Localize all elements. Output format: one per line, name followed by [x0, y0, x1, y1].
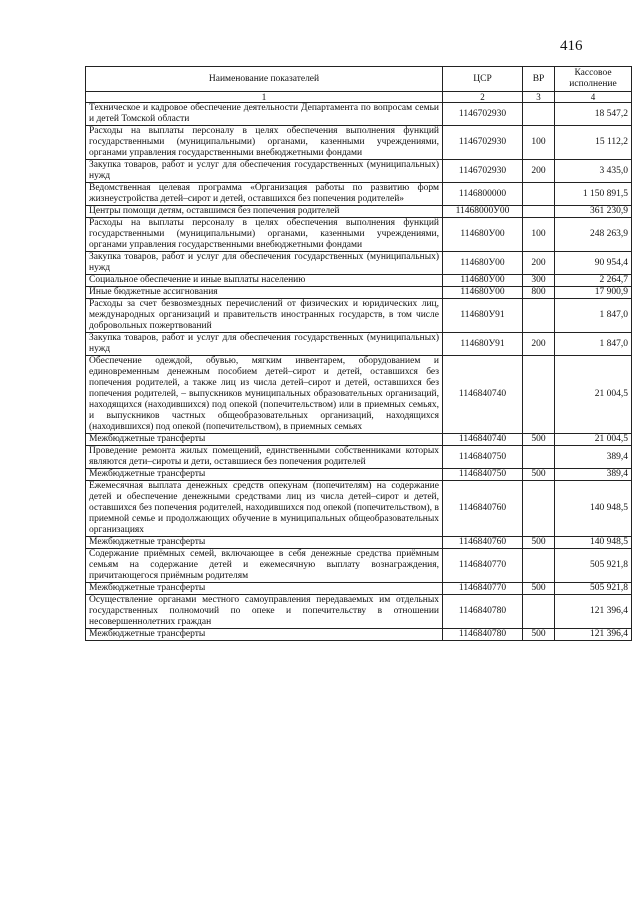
cell-csr: 1146840780	[443, 629, 523, 641]
budget-table	[85, 66, 632, 641]
cell-sum: 21 004,5	[555, 434, 632, 446]
cell-vr: 100	[523, 218, 555, 252]
cell-csr: 1146840750	[443, 446, 523, 469]
cell-csr: 1146840770	[443, 549, 523, 583]
col-number: 3	[523, 92, 555, 103]
cell-name: Социальное обеспечение и иные выплаты населению	[86, 275, 443, 287]
cell-csr: 1146800000	[443, 183, 523, 206]
table-row	[86, 537, 632, 549]
cell-name: Расходы на выплаты персоналу в целях обеспечения выполнения функций государственными (муниципальными) органами, казенными учреждениями, органами управления государственными внебюджетными фондами	[86, 126, 443, 160]
page-number: 416	[560, 38, 583, 54]
table-row	[86, 206, 632, 218]
cell-csr: 1146840740	[443, 356, 523, 434]
cell-csr: 114680У00	[443, 252, 523, 275]
cell-csr: 114680У00	[443, 275, 523, 287]
table-row	[86, 275, 632, 287]
cell-sum: 121 396,4	[555, 595, 632, 629]
table-row	[86, 481, 632, 537]
cell-sum: 90 954,4	[555, 252, 632, 275]
cell-vr: 300	[523, 275, 555, 287]
table-row	[86, 126, 632, 160]
cell-vr	[523, 183, 555, 206]
cell-name: Ежемесячная выплата денежных средств опекунам (попечителям) на содержание детей и обеспечение денежными средствами лиц из числа детей–сирот и детей, оставшихся без попечения родителей, находившихся под опекой (попечительством), в приемной семье и продолжающих обучение в муниципальных общеобразовательных организациях	[86, 481, 443, 537]
cell-name: Межбюджетные трансферты	[86, 583, 443, 595]
cell-csr: 1146840750	[443, 469, 523, 481]
cell-vr: 500	[523, 469, 555, 481]
table-row	[86, 299, 632, 333]
cell-sum: 1 847,0	[555, 333, 632, 356]
cell-vr	[523, 595, 555, 629]
cell-name: Проведение ремонта жилых помещений, единственными собственниками которых являются дети–сироты и дети, оставшиеся без попечения родителей	[86, 446, 443, 469]
cell-name: Межбюджетные трансферты	[86, 537, 443, 549]
table-row	[86, 356, 632, 434]
cell-sum: 140 948,5	[555, 481, 632, 537]
cell-name: Иные бюджетные ассигнования	[86, 287, 443, 299]
cell-vr: 500	[523, 537, 555, 549]
cell-csr: 1146702930	[443, 126, 523, 160]
cell-sum: 1 150 891,5	[555, 183, 632, 206]
cell-name: Осуществление органами местного самоуправления передаваемых им отдельных государственных полномочий по опеке и попечительству в отношении несовершеннолетних граждан	[86, 595, 443, 629]
cell-vr	[523, 549, 555, 583]
table-row	[86, 446, 632, 469]
header-sum: Кассовое исполнение	[555, 67, 632, 92]
cell-sum: 3 435,0	[555, 160, 632, 183]
cell-sum: 140 948,5	[555, 537, 632, 549]
cell-vr: 200	[523, 252, 555, 275]
col-number: 4	[555, 92, 632, 103]
table-row	[86, 469, 632, 481]
table-row	[86, 595, 632, 629]
cell-vr: 800	[523, 287, 555, 299]
cell-csr: 114680У00	[443, 287, 523, 299]
cell-sum: 21 004,5	[555, 356, 632, 434]
cell-name: Расходы на выплаты персоналу в целях обеспечения выполнения функций государственными (муниципальными) органами, казенными учреждениями, органами управления государственными внебюджетными фондами	[86, 218, 443, 252]
table-row	[86, 434, 632, 446]
cell-name: Закупка товаров, работ и услуг для обеспечения государственных (муниципальных) нужд	[86, 333, 443, 356]
cell-csr: 1146840760	[443, 481, 523, 537]
table-row	[86, 287, 632, 299]
cell-name: Межбюджетные трансферты	[86, 469, 443, 481]
cell-vr	[523, 299, 555, 333]
table-row	[86, 160, 632, 183]
col-number: 1	[86, 92, 443, 103]
cell-vr	[523, 103, 555, 126]
cell-name: Закупка товаров, работ и услуг для обеспечения государственных (муниципальных) нужд	[86, 160, 443, 183]
header-name: Наименование показателей	[86, 67, 443, 92]
cell-csr: 114680У00	[443, 218, 523, 252]
table-row	[86, 549, 632, 583]
cell-name: Центры помощи детям, оставшимся без попечения родителей	[86, 206, 443, 218]
cell-name: Содержание приёмных семей, включающее в себя денежные средства приёмным семьям на содержание детей и ежемесячную выплату вознаграждения, причитающегося приёмным родителям	[86, 549, 443, 583]
cell-csr: 1146702930	[443, 103, 523, 126]
cell-csr: 1146702930	[443, 160, 523, 183]
cell-vr: 100	[523, 126, 555, 160]
cell-sum: 389,4	[555, 446, 632, 469]
cell-sum: 2 264,7	[555, 275, 632, 287]
table-row	[86, 103, 632, 126]
cell-vr: 500	[523, 434, 555, 446]
cell-vr	[523, 446, 555, 469]
cell-name: Обеспечение одеждой, обувью, мягким инвентарем, оборудованием и единовременным денежным пособием детей–сирот и детей, оставшихся без попечения родителей, а также лиц из числа детей–сирот и детей, оставшихся без попечения родителей, – выпускников муниципальных образовательных организаций, находящихся (находившихся) под опекой (попечительством) или в приемных семьях, и выпускников частных общеобразовательных организаций, находящихся (находившихся) под опекой (попечительством), в приемных семьях	[86, 356, 443, 434]
cell-sum: 15 112,2	[555, 126, 632, 160]
cell-vr	[523, 206, 555, 218]
cell-csr: 1146840780	[443, 595, 523, 629]
table-row	[86, 583, 632, 595]
cell-sum: 17 900,9	[555, 287, 632, 299]
cell-sum: 505 921,8	[555, 549, 632, 583]
cell-csr: 1146840770	[443, 583, 523, 595]
col-number: 2	[443, 92, 523, 103]
cell-csr: 114680У91	[443, 333, 523, 356]
cell-vr: 500	[523, 583, 555, 595]
header-row	[86, 67, 632, 92]
cell-sum: 1 847,0	[555, 299, 632, 333]
header-vr: ВР	[523, 67, 555, 92]
table-row	[86, 183, 632, 206]
cell-vr: 200	[523, 333, 555, 356]
cell-sum: 389,4	[555, 469, 632, 481]
cell-csr: 114680У91	[443, 299, 523, 333]
cell-sum: 248 263,9	[555, 218, 632, 252]
cell-vr: 200	[523, 160, 555, 183]
header-csr: ЦСР	[443, 67, 523, 92]
cell-name: Межбюджетные трансферты	[86, 629, 443, 641]
cell-name: Техническое и кадровое обеспечение деятельности Департамента по вопросам семьи и детей Томской области	[86, 103, 443, 126]
cell-name: Межбюджетные трансферты	[86, 434, 443, 446]
table-row	[86, 218, 632, 252]
cell-sum: 121 396,4	[555, 629, 632, 641]
cell-vr: 500	[523, 629, 555, 641]
cell-name: Ведомственная целевая программа «Организация работы по развитию форм жизнеустройства детей–сирот и детей, оставшихся без попечения родителей»	[86, 183, 443, 206]
cell-vr	[523, 356, 555, 434]
cell-csr: 1146840760	[443, 537, 523, 549]
cell-vr	[523, 481, 555, 537]
table-row	[86, 629, 632, 641]
cell-name: Закупка товаров, работ и услуг для обеспечения государственных (муниципальных) нужд	[86, 252, 443, 275]
table-row	[86, 333, 632, 356]
cell-sum: 505 921,8	[555, 583, 632, 595]
cell-sum: 18 547,2	[555, 103, 632, 126]
cell-sum: 361 230,9	[555, 206, 632, 218]
cell-name: Расходы за счет безвозмездных перечислений от физических и юридических лиц, международных организаций и правительств иностранных государств, в том числе добровольных пожертвований	[86, 299, 443, 333]
table-row	[86, 252, 632, 275]
cell-csr: 11468000У00	[443, 206, 523, 218]
cell-csr: 1146840740	[443, 434, 523, 446]
column-numbers-row	[86, 92, 632, 103]
